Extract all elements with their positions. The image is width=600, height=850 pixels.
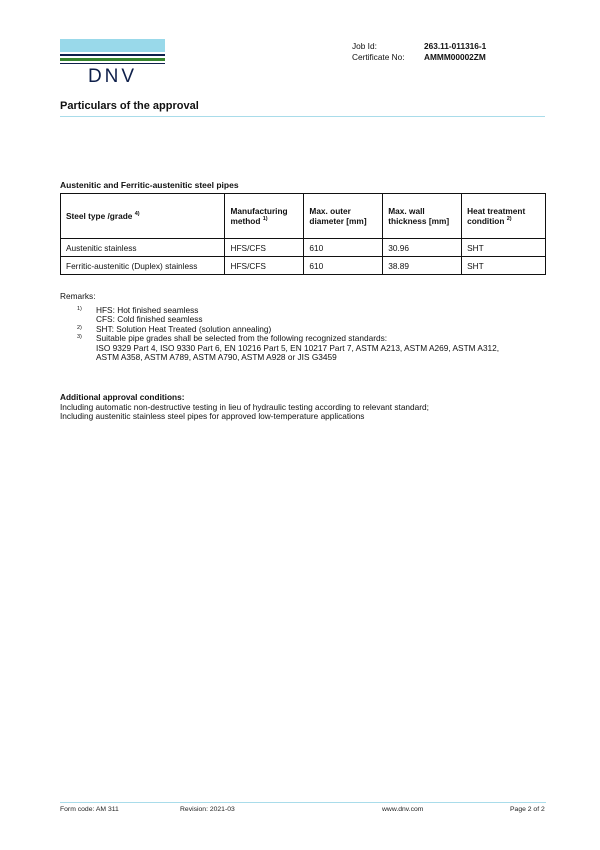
remark-line: SHT: Solution Heat Treated (solution annealing): [96, 323, 272, 334]
job-id-value: 263.11-011316-1: [424, 41, 487, 51]
job-id-label: Job Id:: [352, 41, 377, 51]
additional-line: Including automatic non-destructive testing in lieu of hydraulic testing according to relevant standard;: [60, 401, 429, 412]
footer-divider: [60, 802, 546, 803]
header-cell: [61, 194, 225, 239]
remark-line: ASTM A358, ASTM A789, ASTM A790, ASTM A928 or JIS G3459: [96, 352, 337, 362]
remark-number: 3): [77, 334, 82, 340]
approval-table: [60, 193, 546, 275]
header-text: Max. outer diameter [mm]: [309, 206, 367, 226]
footer-revision: Revision: 2021-03: [180, 806, 235, 813]
footnote-ref: 4): [134, 211, 140, 218]
footer-form-code: Form code: AM 311: [60, 806, 119, 813]
header-text: Heat treatment condition: [467, 206, 526, 226]
header-cell: [304, 194, 383, 239]
logo-band-navy: [60, 54, 165, 56]
table-cell: Ferritic-austenitic (Duplex) stainless: [61, 257, 225, 275]
header-values: [424, 41, 486, 63]
remarks-title: Remarks:: [60, 291, 96, 301]
logo-wordmark: DNV: [87, 66, 138, 87]
additional-conditions: [60, 393, 429, 422]
footnote-ref: 2): [506, 216, 512, 223]
table-cell: 610: [304, 257, 383, 275]
remark-item: [60, 306, 499, 325]
certificate-value: AMMM00002ZM: [424, 52, 486, 62]
table-title: Austenitic and Ferritic-austenitic steel pipes: [60, 180, 239, 190]
header-cell: [383, 194, 462, 239]
table-cell: SHT: [462, 239, 546, 257]
table-cell: 30.96: [383, 239, 462, 257]
table-header-row: [61, 194, 546, 239]
footer-page-number: Page 2 of 2: [510, 806, 545, 813]
footnote-ref: 1): [262, 216, 268, 223]
section-title: Particulars of the approval: [60, 100, 545, 117]
remark-line: HFS: Hot finished seamless: [96, 304, 199, 315]
table-cell: 38.89: [383, 257, 462, 275]
table-cell: 610: [304, 239, 383, 257]
remark-item: [60, 334, 499, 363]
remark-number: 1): [77, 305, 82, 312]
remarks-section: [60, 292, 499, 363]
dnv-logo: [60, 39, 165, 88]
header-cell: [462, 194, 546, 239]
certificate-label: Certificate No:: [352, 52, 405, 62]
remark-line: Suitable pipe grades shall be selected from the following recognized standards:: [96, 333, 388, 343]
table-row: [61, 239, 546, 257]
logo-band-light: [60, 39, 165, 52]
header-text: Manufacturing method: [230, 206, 288, 226]
additional-line: Including austenitic stainless steel pipes for approved low-temperature applications: [60, 411, 365, 421]
table-row: [61, 257, 546, 275]
table-cell: HFS/CFS: [225, 257, 304, 275]
remark-line: ISO 9329 Part 4, ISO 9330 Part 6, EN 10216 Part 5, EN 10217 Part 7, ASTM A213, ASTM A269, ASTM A312,: [96, 342, 500, 353]
header-cell: [225, 194, 304, 239]
table-cell: Austenitic stainless: [61, 239, 225, 257]
logo-band-green: [60, 58, 165, 61]
table-cell: SHT: [462, 257, 546, 275]
header-text: Max. wall thickness [mm]: [388, 206, 450, 226]
additional-title: Additional approval conditions:: [60, 392, 185, 402]
table-cell: HFS/CFS: [225, 239, 304, 257]
header-text: Steel type /grade: [66, 211, 133, 221]
logo-band-navy-thin: [60, 63, 165, 64]
header-labels: [352, 41, 405, 63]
remark-line: CFS: Cold finished seamless: [96, 314, 203, 324]
remark-number: 2): [77, 324, 82, 331]
footer-website[interactable]: www.dnv.com: [382, 806, 424, 813]
